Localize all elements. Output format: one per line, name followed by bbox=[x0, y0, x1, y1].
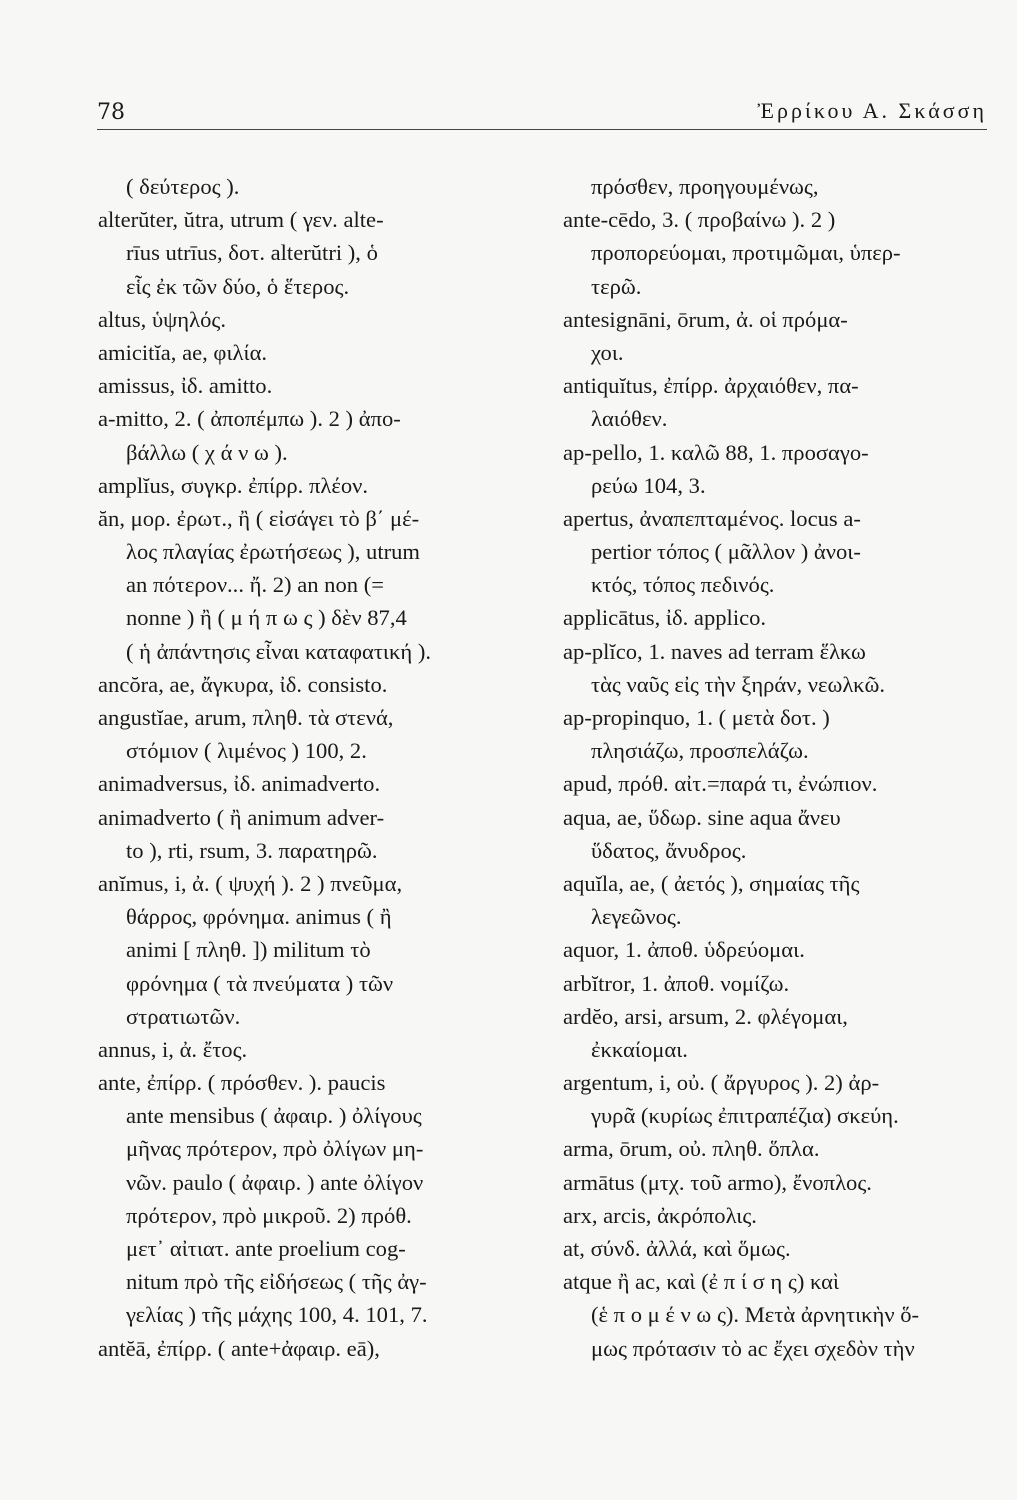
dictionary-line: προπορεύομαι, προτιμῶμαι, ὑπερ- bbox=[591, 240, 901, 266]
dictionary-line: στόμιον ( λιμένος ) 100, 2. bbox=[126, 738, 367, 764]
dictionary-line: antesignāni, ōrum, ἀ. οἱ πρόμα- bbox=[563, 306, 848, 332]
dictionary-line: alterŭter, ŭtra, utrum ( γεν. alte- bbox=[98, 207, 384, 233]
dictionary-line: atque ἢ ac, καὶ (ἐ π ί σ η ς) καὶ bbox=[563, 1269, 840, 1295]
dictionary-line: nonne ) ἢ ( μ ή π ω ς ) δὲν 87,4 bbox=[126, 605, 407, 631]
dictionary-line: argentum, i, οὐ. ( ἄργυρος ). 2) ἀρ- bbox=[563, 1070, 880, 1096]
dictionary-line: aqua, ae, ὕδωρ. sine aqua ἄνευ bbox=[563, 804, 841, 830]
dictionary-line: ὕδατος, ἄνυδρος. bbox=[591, 837, 747, 863]
dictionary-line: apertus, ἀναπεπταμένος. locus a- bbox=[563, 505, 861, 531]
dictionary-line: φρόνημα ( τὰ πνεύματα ) τῶν bbox=[126, 970, 394, 996]
dictionary-line: rīus utrīus, δοτ. alterŭtri ), ὁ bbox=[126, 240, 378, 266]
dictionary-line: antiquĭtus, ἐπίρρ. ἀρχαιόθεν, πα- bbox=[563, 373, 859, 399]
dictionary-line: animadversus, ἰδ. animadverto. bbox=[98, 771, 381, 797]
dictionary-line: ardĕo, arsi, arsum, 2. φλέγομαι, bbox=[563, 1003, 848, 1029]
dictionary-line: θάρρος, φρόνημα. animus ( ἢ bbox=[126, 904, 392, 930]
dictionary-line: ăn, μορ. ἐρωτ., ἢ ( εἰσάγει τὸ β΄ μέ- bbox=[98, 505, 420, 531]
dictionary-line: ap-plĭco, 1. naves ad terram ἕλκω bbox=[563, 638, 866, 664]
dictionary-line: γελίας ) τῆς μάχης 100, 4. 101, 7. bbox=[126, 1302, 428, 1328]
dictionary-line: altus, ὑψηλός. bbox=[98, 306, 226, 332]
dictionary-line: χοι. bbox=[591, 339, 624, 365]
dictionary-line: aquor, 1. ἀποθ. ὑδρεύομαι. bbox=[563, 937, 805, 963]
dictionary-line: pertior τόπος ( μᾶλλον ) ἀνοι- bbox=[591, 539, 861, 565]
running-head: Ἐρρίκου Α. Σκάσση bbox=[757, 98, 987, 123]
dictionary-line: arx, arcis, ἀκρόπολις. bbox=[563, 1202, 757, 1228]
dictionary-line: τερῶ. bbox=[591, 273, 642, 299]
page-header bbox=[97, 92, 987, 128]
dictionary-line: amissus, ἰδ. amitto. bbox=[98, 373, 273, 399]
dictionary-line: ἐκκαίομαι. bbox=[591, 1036, 688, 1062]
dictionary-line: ap-pello, 1. καλῶ 88, 1. προσαγο- bbox=[563, 439, 869, 465]
dictionary-line: πρόσθεν, προηγουμένως, bbox=[591, 174, 819, 199]
dictionary-line: κτός, τόπος πεδινός. bbox=[591, 572, 775, 598]
dictionary-line: (ἑ π ο μ έ ν ω ς). Μετὰ ἀρνητικὴν ὅ- bbox=[591, 1302, 920, 1328]
dictionary-line: arma, ōrum, οὐ. πληθ. ὅπλα. bbox=[563, 1136, 820, 1162]
dictionary-line: amicitĭa, ae, φιλία. bbox=[98, 339, 268, 365]
dictionary-line: τὰς ναῦς εἰς τὴν ξηράν, νεωλκῶ. bbox=[591, 671, 886, 697]
page-number: 78 bbox=[97, 100, 125, 125]
dictionary-line: a-mitto, 2. ( ἀποπέμπω ). 2 ) ἀπο- bbox=[98, 406, 401, 432]
dictionary-line: amplĭus, συγκρ. ἐπίρρ. πλέον. bbox=[98, 472, 368, 498]
dictionary-line: apud, πρόθ. αἰτ.=παρά τι, ἐνώπιον. bbox=[563, 771, 878, 797]
dictionary-line: ρεύω 104, 3. bbox=[591, 472, 706, 498]
dictionary-line: angustĭae, arum, πληθ. τὰ στενά, bbox=[98, 705, 394, 730]
dictionary-line: ap-propinquo, 1. ( μετὰ δοτ. ) bbox=[563, 705, 830, 730]
dictionary-line: μως πρότασιν τὸ ac ἔχει σχεδὸν τὴν bbox=[591, 1335, 915, 1361]
dictionary-line: armātus (μτχ. τοῦ armo), ἔνοπλος. bbox=[563, 1169, 872, 1195]
dictionary-line: to ), rti, rsum, 3. παρατηρῶ. bbox=[126, 837, 378, 863]
dictionary-line: ancŏra, ae, ἄγκυρα, ἰδ. consisto. bbox=[98, 671, 388, 697]
dictionary-line: ante, ἐπίρρ. ( πρόσθεν. ). paucis bbox=[98, 1070, 386, 1096]
dictionary-line: arbĭtror, 1. ἀποθ. νομίζω. bbox=[563, 970, 790, 996]
dictionary-line: λος πλαγίας ἐρωτήσεως ), utrum bbox=[126, 539, 420, 565]
dictionary-line: applicātus, ἰδ. applico. bbox=[563, 605, 767, 631]
dictionary-line: at, σύνδ. ἀλλά, καὶ ὅμως. bbox=[563, 1236, 791, 1261]
dictionary-line: annus, i, ἀ. ἔτος. bbox=[98, 1036, 248, 1062]
dictionary-line: μετ᾽ αἰτιατ. ante proelium cog- bbox=[126, 1236, 406, 1261]
dictionary-line: εἷς ἐκ τῶν δύο, ὁ ἕτερος. bbox=[126, 273, 350, 299]
dictionary-line: antĕā, ἐπίρρ. ( ante+ἀφαιρ. eā), bbox=[98, 1335, 380, 1361]
right-column bbox=[563, 170, 991, 1365]
header-rule bbox=[97, 129, 987, 130]
dictionary-line: anĭmus, i, ἀ. ( ψυχή ). 2 ) πνεῦμα, bbox=[98, 870, 403, 896]
dictionary-line: γυρᾶ (κυρίως ἐπιτραπέζια) σκεύη. bbox=[591, 1103, 899, 1129]
dictionary-line: λεγεῶνος. bbox=[591, 904, 682, 930]
dictionary-line: στρατιωτῶν. bbox=[126, 1003, 241, 1029]
dictionary-line: μῆνας πρότερον, πρὸ ὀλίγων μη- bbox=[126, 1136, 424, 1162]
dictionary-line: ante mensibus ( ἀφαιρ. ) ὀλίγους bbox=[126, 1103, 422, 1129]
dictionary-line: ( ἡ ἀπάντησις εἶναι καταφατική ). bbox=[126, 638, 432, 664]
dictionary-line: an πότερον... ἤ. 2) an non (= bbox=[126, 572, 384, 598]
dictionary-line: ante-cēdo, 3. ( προβαίνω ). 2 ) bbox=[563, 207, 836, 233]
dictionary-line: animi [ πληθ. ]) militum τὸ bbox=[126, 937, 371, 963]
left-column bbox=[98, 170, 530, 1365]
dictionary-line: nitum πρὸ τῆς εἰδήσεως ( τῆς ἀγ- bbox=[126, 1269, 427, 1295]
dictionary-line: νῶν. paulo ( ἀφαιρ. ) ante ὀλίγον bbox=[126, 1169, 424, 1195]
dictionary-line: βάλλω ( χ ά ν ω ). bbox=[126, 439, 288, 465]
dictionary-line: aquĭla, ae, ( ἀετός ), σημαίας τῆς bbox=[563, 870, 860, 896]
dictionary-line: animadverto ( ἢ animum adver- bbox=[98, 804, 385, 830]
dictionary-line: λαιόθεν. bbox=[591, 406, 668, 432]
dictionary-line: πλησιάζω, προσπελάζω. bbox=[591, 738, 809, 764]
dictionary-line: πρότερον, πρὸ μικροῦ. 2) πρόθ. bbox=[126, 1202, 412, 1228]
dictionary-line: ( δεύτερος ). bbox=[126, 174, 240, 199]
